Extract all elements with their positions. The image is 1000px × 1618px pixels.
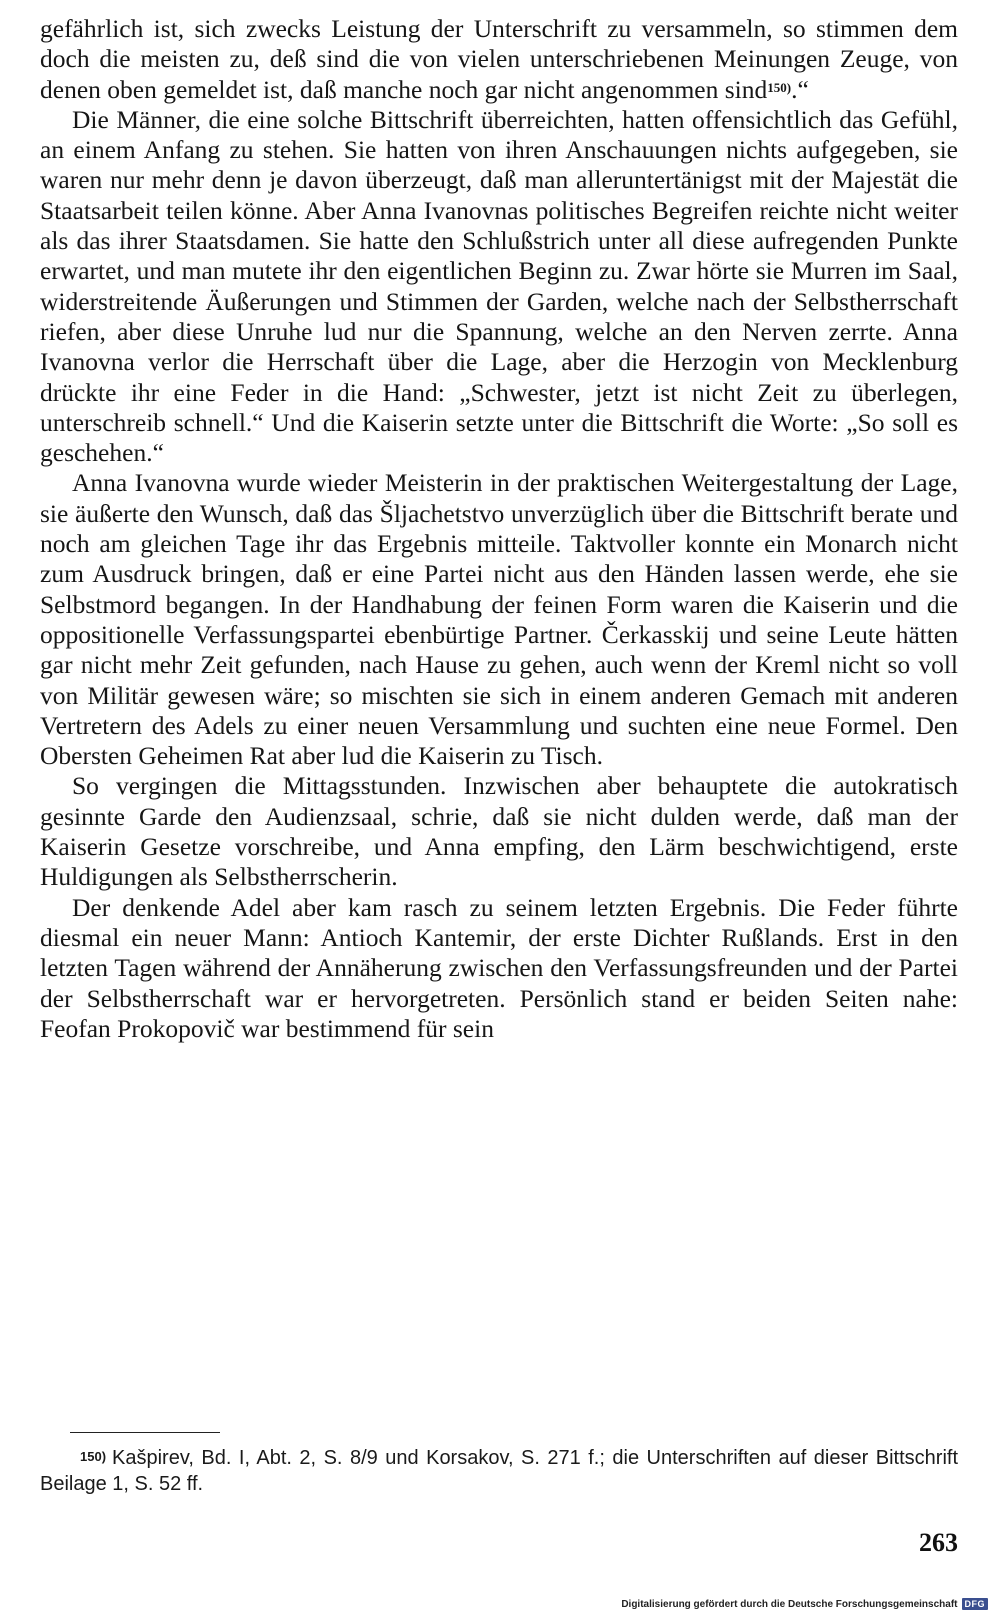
footnote-number: 150): [80, 1449, 107, 1464]
footnote: [40, 1445, 958, 1497]
paragraph-4: So vergingen die Mittagsstunden. Inzwischen aber behauptete die autokratisch gesinnte Garde den Audienzsaal, schrie, daß sie nicht dulden werde, daß man der Kaiserin Gesetze vorschreibe, und Anna empfing, den Lärm beschwichtigend, erste Huldigungen als Selbstherrscherin.: [40, 771, 958, 892]
quote-close: .“: [791, 74, 809, 104]
page-number: 263: [919, 1528, 958, 1557]
paragraph-1-text: gefährlich ist, sich zwecks Leistung der Unterschrift zu versammeln, so stimmen dem doch die meisten zu, deß sind die von vielen unterschriebenen Meinungen Zeuge, von denen oben gemeldet ist, daß manche noch gar nicht angenommen sind: [40, 14, 958, 104]
body-text: [40, 14, 958, 1044]
paragraph-1: [40, 14, 958, 105]
footnote-reference: 150): [767, 79, 792, 95]
paragraph-2: Die Männer, die eine solche Bittschrift überreichten, hatten offensichtlich das Gefühl, an einem Anfang zu stehen. Sie hatten von ihren Anschauungen nichts aufgegeben, sie waren nur mehr denn je davon überzeugt, daß man alleruntertänigst mit der Majestät die Staatsarbeit teilen könne. Aber Anna Ivanovnas politisches Begreifen reichte nicht weiter als das ihrer Staatsdamen. Sie hatte den Schlußstrich unter all diese aufregenden Punkte erwartet, und man mutete ihr den eigentlichen Beginn zu. Zwar hörte sie Murren im Saal, widerstreitende Äußerungen und Stimmen der Garden, welche nach der Selbstherrschaft riefen, aber diese Unruhe lud nur die Spannung, welche an den Nerven zerrte. Anna Ivanovna verlor die Herrschaft über die Lage, aber die Herzogin von Mecklenburg drückte ihr eine Feder in die Hand: „Schwester, jetzt ist nicht Zeit zu überlegen, unterschreib schnell.“ Und die Kaiserin setzte unter die Bittschrift die Worte: „So soll es geschehen.“: [40, 104, 958, 468]
credit-text: Digitalisierung gefördert durch die Deutsche Forschungsgemeinschaft: [621, 1598, 958, 1610]
dfg-logo-icon: DFG: [962, 1598, 989, 1610]
paragraph-5: Der denkende Adel aber kam rasch zu seinem letzten Ergebnis. Die Feder führte diesmal ein neuer Mann: Antioch Kantemir, der erste Dichter Rußlands. Erst in den letzten Tagen während der Annäherung zwischen den Verfassungsfreunden und der Partei der Selbstherrschaft war er hervorgetreten. Persönlich stand er beiden Seiten nahe: Feofan Prokopovič war bestimmend für sein: [40, 892, 958, 1043]
paragraph-3: Anna Ivanovna wurde wieder Meisterin in der praktischen Weitergestaltung der Lage, sie äußerte den Wunsch, daß das Šljachetstvo unverzüglich über die Bittschrift berate und noch am gleichen Tage ihr das Ergebnis mitteile. Taktvoller konnte ein Monarch nicht zum Ausdruck bringen, daß er eine Partei nicht aus den Händen lassen werde, ehe sie Selbstmord begangen. In der Handhabung der feinen Form waren die Kaiserin und die oppositionelle Verfassungspartei ebenbürtige Partner. Čerkasskij und seine Leute hätten gar nicht mehr Zeit gefunden, nach Hause zu gehen, auch wenn der Kreml nicht so voll von Militär gewesen wäre; so mischten sie sich in einem anderen Gemach mit anderen Vertretern des Adels zu einer neuen Versammlung und suchten eine neue Formel. Den Obersten Geheimen Rat aber lud die Kaiserin zu Tisch.: [40, 468, 958, 771]
footnote-text: Kašpirev, Bd. I, Abt. 2, S. 8/9 und Korsakov, S. 271 f.; die Unterschriften auf dieser Bittschrift Beilage 1, S. 52 ff.: [40, 1447, 958, 1495]
page-body: [40, 14, 958, 1044]
footnote-divider: [70, 1432, 220, 1433]
digitization-credit: [621, 1598, 988, 1610]
